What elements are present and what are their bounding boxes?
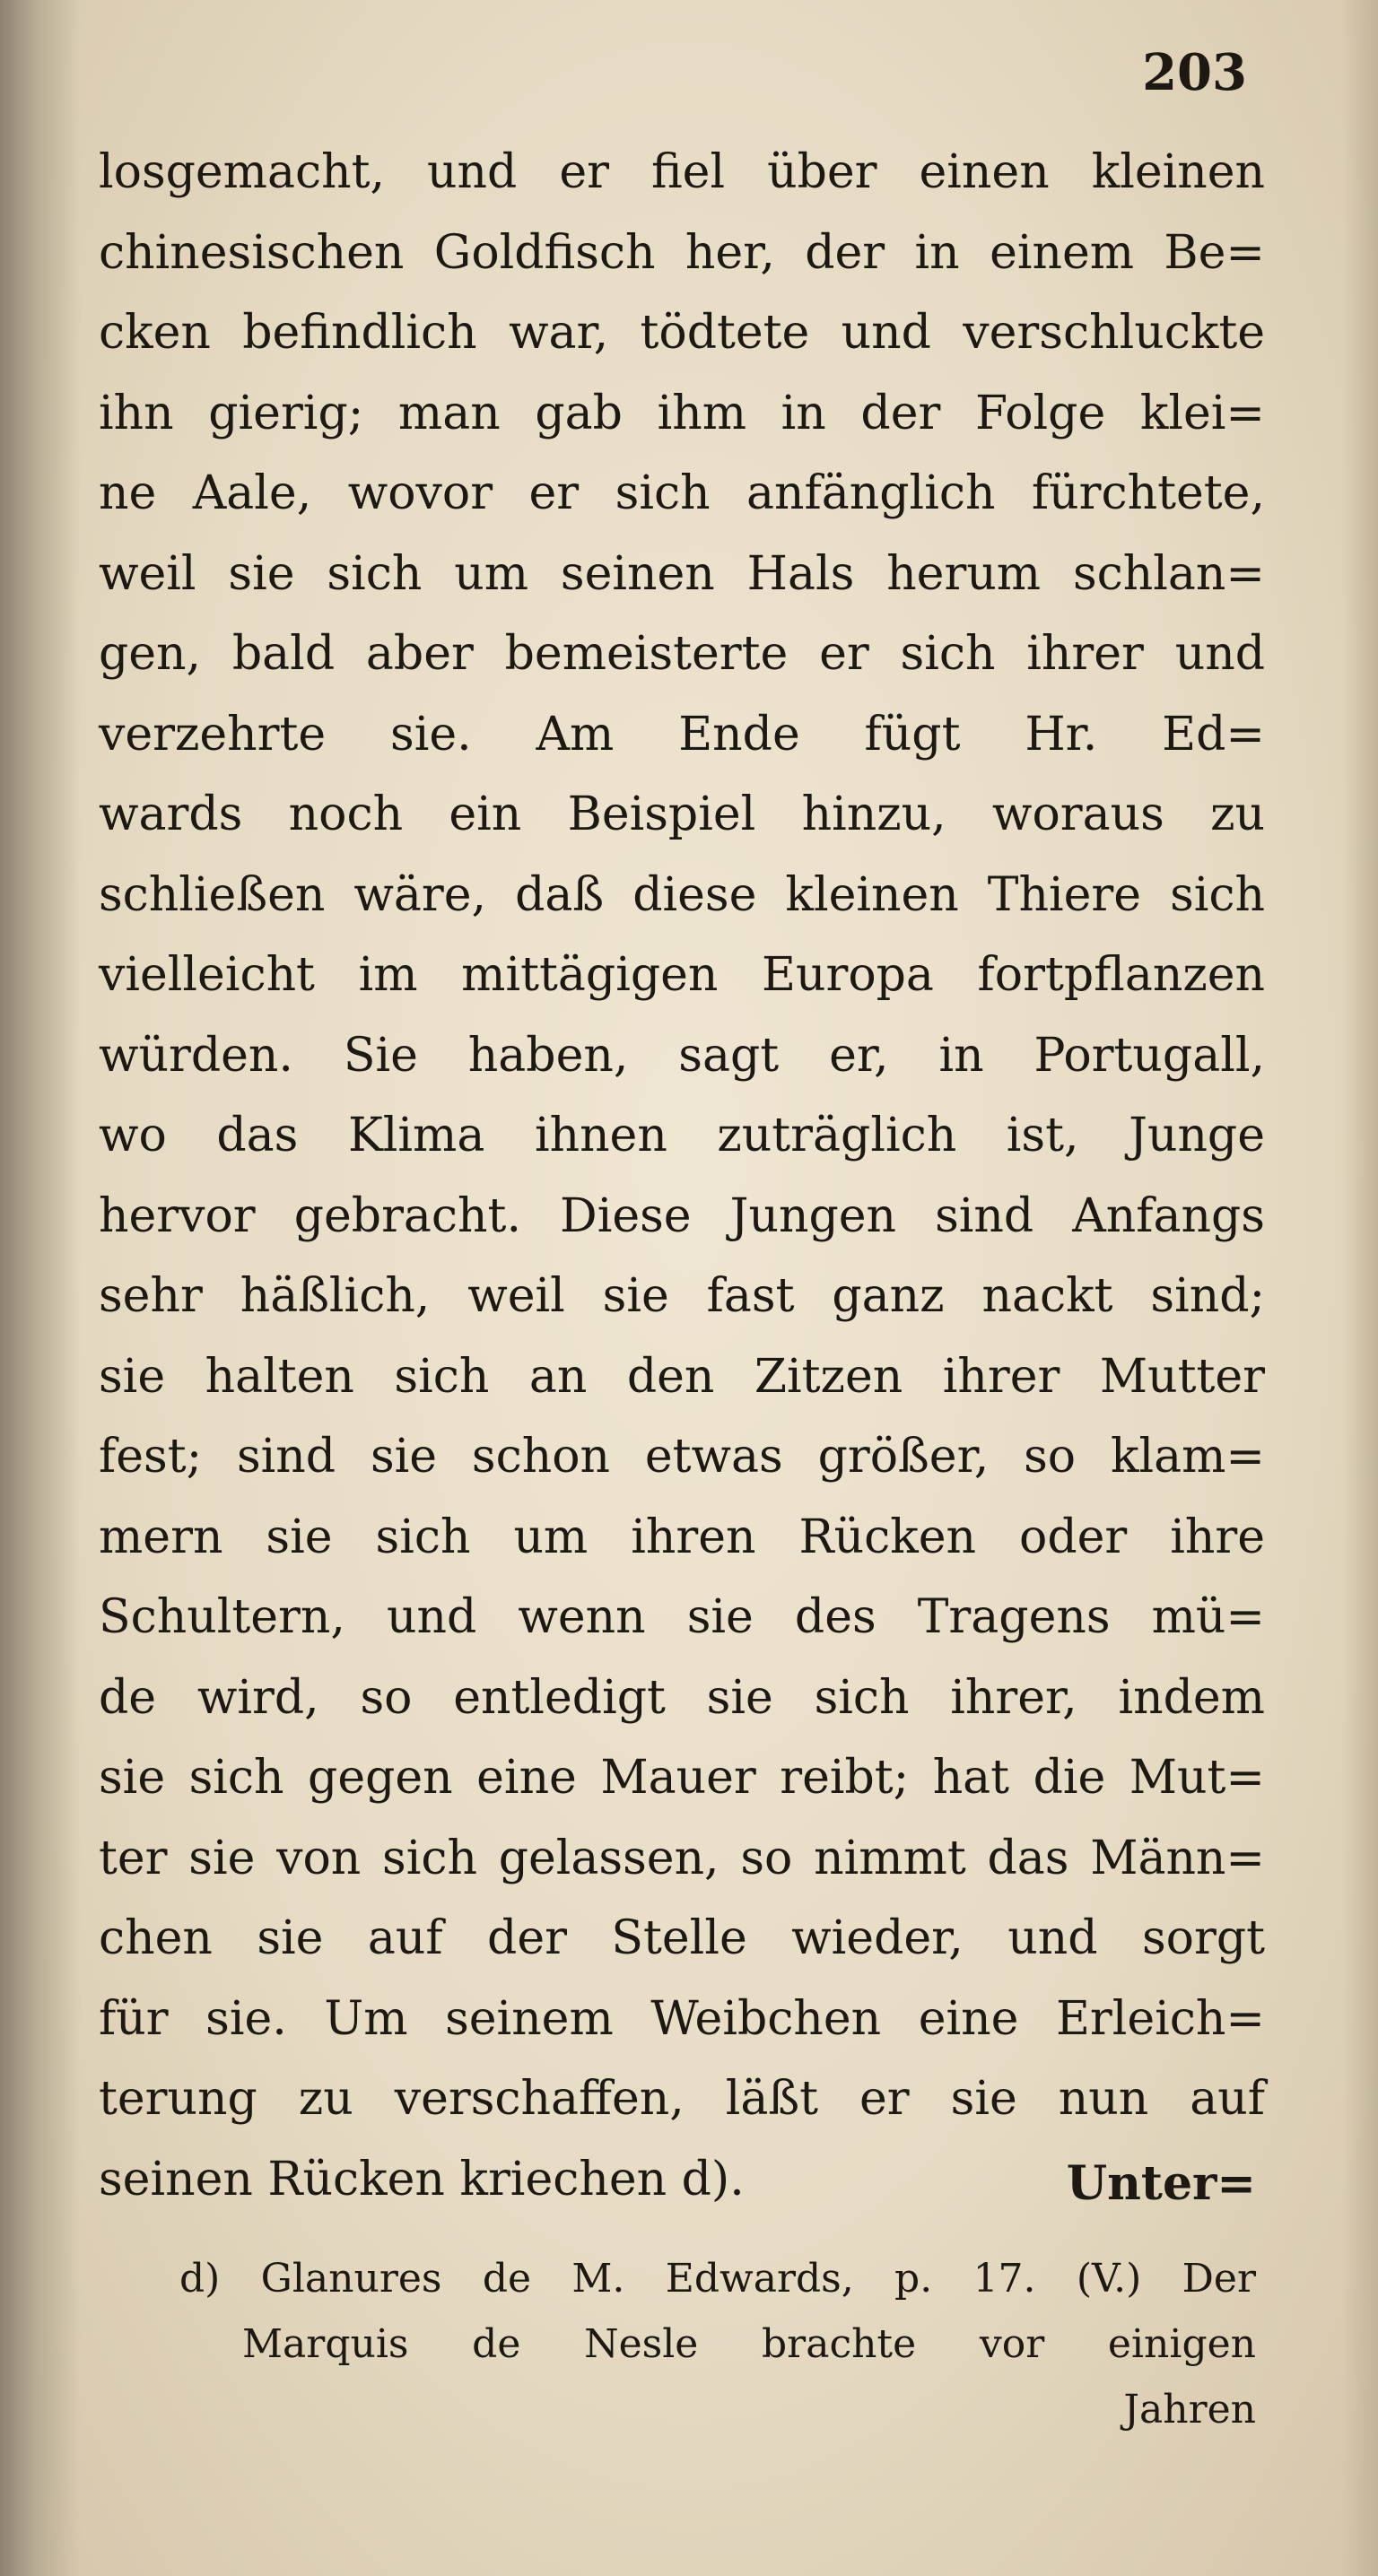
text-line: verzehrte sie. Am Ende fügt Hr. Ed= xyxy=(99,707,1265,761)
catchword: Unter= xyxy=(1066,2156,1256,2211)
text-line: schließen wäre, daß diese kleinen Thiere sich xyxy=(99,867,1265,922)
text-line: Schultern, und wenn sie des Tragens mü= xyxy=(99,1590,1265,1644)
text-line: vielleicht im mittägigen Europa fortpflanzen xyxy=(99,948,1265,1002)
text-line: wards noch ein Beispiel hinzu, woraus zu xyxy=(99,788,1265,841)
text-line: gen, bald aber bemeisterte er sich ihrer und xyxy=(99,627,1265,681)
footnote-line: Marquis de Nesle brachte vor einigen xyxy=(242,2321,1256,2367)
text-line: ter sie von sich gelassen, so nimmt das Männ= xyxy=(99,1831,1265,1885)
page-gutter-shadow xyxy=(0,0,81,2576)
text-line: sie sich gegen eine Mauer reibt; hat die Mut= xyxy=(99,1751,1265,1805)
footnote xyxy=(179,2246,1256,2442)
text-line: terung zu verschaffen, läßt er sie nun auf xyxy=(99,2072,1265,2126)
text-line: fest; sind sie schon etwas größer, so klam= xyxy=(99,1430,1265,1484)
text-line: losgemacht, und er fiel über einen kleinen xyxy=(99,145,1265,199)
footnote-line: d) Glanures de M. Edwards, p. 17. (V.) Der xyxy=(179,2256,1256,2302)
page-number: 203 xyxy=(1142,43,1247,102)
text-line: sehr häßlich, weil sie fast ganz nackt sind; xyxy=(99,1269,1265,1323)
text-line: hervor gebracht. Diese Jungen sind Anfangs xyxy=(99,1188,1265,1243)
text-line: würden. Sie haben, sagt er, in Portugall, xyxy=(99,1028,1265,1083)
text-line: für sie. Um seinem Weibchen eine Erleich= xyxy=(99,1991,1265,2046)
text-line: chen sie auf der Stelle wieder, und sorgt xyxy=(99,1911,1265,1965)
text-line: wo das Klima ihnen zuträglich ist, Junge xyxy=(99,1109,1265,1162)
body-text xyxy=(99,133,1265,2220)
text-line: mern sie sich um ihren Rücken oder ihre xyxy=(99,1510,1265,1564)
text-line: cken befindlich war, tödtete und verschluckte xyxy=(99,306,1265,360)
text-line: ihn gierig; man gab ihm in der Folge klei= xyxy=(99,386,1265,440)
text-line: seinen Rücken kriechen d). xyxy=(99,2152,745,2206)
text-line: sie halten sich an den Zitzen ihrer Mutter xyxy=(99,1349,1265,1404)
text-line: weil sie sich um seinen Hals herum schlan= xyxy=(99,546,1265,601)
text-line: chinesischen Goldfisch her, der in einem Be= xyxy=(99,225,1265,280)
footnote-line: Jahren xyxy=(1123,2387,1256,2432)
text-line: ne Aale, wovor er sich anfänglich fürchtete, xyxy=(99,466,1265,520)
page-edge-shadow xyxy=(1342,0,1378,2576)
text-line: de wird, so entledigt sie sich ihrer, indem xyxy=(99,1670,1265,1725)
